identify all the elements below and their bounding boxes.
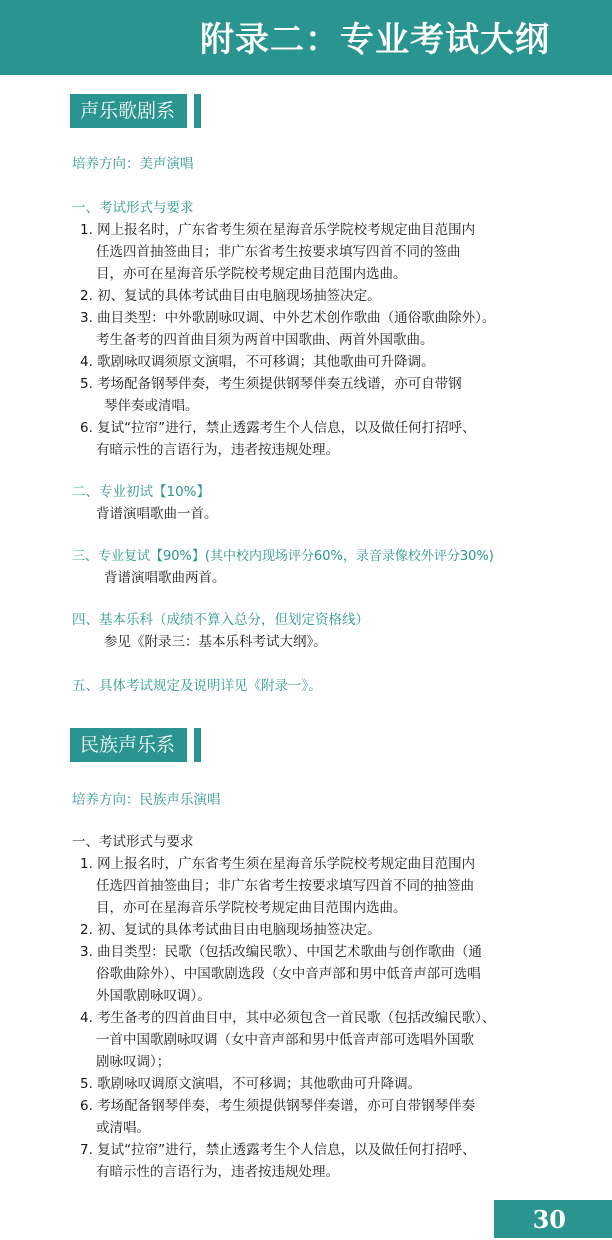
tab-accent-bar [194,728,201,762]
page-number: 30 [494,1200,612,1238]
list-item: 6. 复试“拉帘”进行，禁止透露考生个人信息，以及做任何打招呼、 [80,420,476,436]
list-item: 剧咏叹调）； [96,1054,171,1070]
section-tab-folk-vocal [70,728,187,762]
list-item: 目，亦可在星海音乐学院校考规定曲目范围内选曲。 [96,900,407,916]
section-tab-label: 声乐歌剧系 [80,100,176,122]
list-item: 任选四首抽签曲目；非广东省考生按要求填写四首不同的签曲 [96,244,461,260]
list-item: 2. 初、复试的具体考试曲目由电脑现场抽签决定。 [80,922,381,938]
basic-music-body: 参见《附录三：基本乐科考试大纲》。 [104,634,327,650]
training-direction: 培养方向：民族声乐演唱 [72,792,221,808]
list-item: 有暗示性的言语行为，违者按违规处理。 [96,1164,339,1180]
list-item: 4. 考生备考的四首曲目中，其中必须包含一首民歌（包括改编民歌）、 [80,1010,496,1026]
list-item: 任选四首抽签曲目；非广东省考生按要求填写四首不同的抽签曲 [96,878,474,894]
preliminary-body: 背谱演唱歌曲一首。 [96,506,218,522]
list-item: 考生备考的四首曲目须为两首中国歌曲、两首外国歌曲。 [96,332,434,348]
list-item: 4. 歌剧咏叹调须原文演唱，不可移调；其他歌曲可升降调。 [80,354,435,370]
heading-exam-format: 一、考试形式与要求 [72,834,194,850]
heading-final: 三、专业复试【90%】(其中校内现场评分60%，录音录像校外评分30%) [72,549,494,564]
list-item: 俗歌曲除外）、中国歌剧选段（女中音声部和男中低音声部可选唱 [96,966,481,982]
list-item: 一首中国歌剧咏叹调（女中音声部和男中低音声部可选唱外国歌 [96,1032,474,1048]
training-direction: 培养方向：美声演唱 [72,156,194,172]
final-body: 背谱演唱歌曲两首。 [104,570,226,586]
list-item: 6. 考场配备钢琴伴奏，考生须提供钢琴伴奏谱，亦可自带钢琴伴奏 [80,1098,476,1114]
list-item: 3. 曲目类型：民歌（包括改编民歌）、中国艺术歌曲与创作歌曲（通 [80,944,482,960]
list-item: 外国歌剧咏叹调）。 [96,988,211,1004]
tab-accent-bar [194,94,201,128]
heading-details: 五、具体考试规定及说明详见《附录一》。 [72,678,322,694]
section-tab-label: 民族声乐系 [80,734,176,756]
list-item: 1. 网上报名时，广东省考生须在星海音乐学院校考规定曲目范围内 [80,856,476,872]
section-tab-vocal-opera [70,94,187,128]
page-title: 附录二：专业考试大纲 [200,20,550,60]
list-item: 7. 复试“拉帘”进行，禁止透露考生个人信息，以及做任何打招呼、 [80,1142,476,1158]
heading-basic-music: 四、基本乐科（成绩不算入总分，但划定资格线） [72,612,369,628]
list-item: 5. 考场配备钢琴伴奏，考生须提供钢琴伴奏五线谱，亦可自带钢 [80,376,462,392]
list-item: 琴伴奏或清唱。 [104,398,199,414]
list-item: 5. 歌剧咏叹调原文演唱，不可移调；其他歌曲可升降调。 [80,1076,422,1092]
list-item: 1. 网上报名时，广东省考生须在星海音乐学院校考规定曲目范围内 [80,222,476,238]
list-item: 2. 初、复试的具体考试曲目由电脑现场抽签决定。 [80,288,381,304]
list-item: 或清唱。 [96,1120,150,1136]
list-item: 3. 曲目类型：中外歌剧咏叹调、中外艺术创作歌曲（通俗歌曲除外）。 [80,310,496,326]
list-item: 有暗示性的言语行为，违者按违规处理。 [96,442,339,458]
heading-exam-format: 一、考试形式与要求 [72,200,194,216]
heading-preliminary: 二、专业初试【10%】 [72,484,211,500]
list-item: 目，亦可在星海音乐学院校考规定曲目范围内选曲。 [96,266,407,282]
